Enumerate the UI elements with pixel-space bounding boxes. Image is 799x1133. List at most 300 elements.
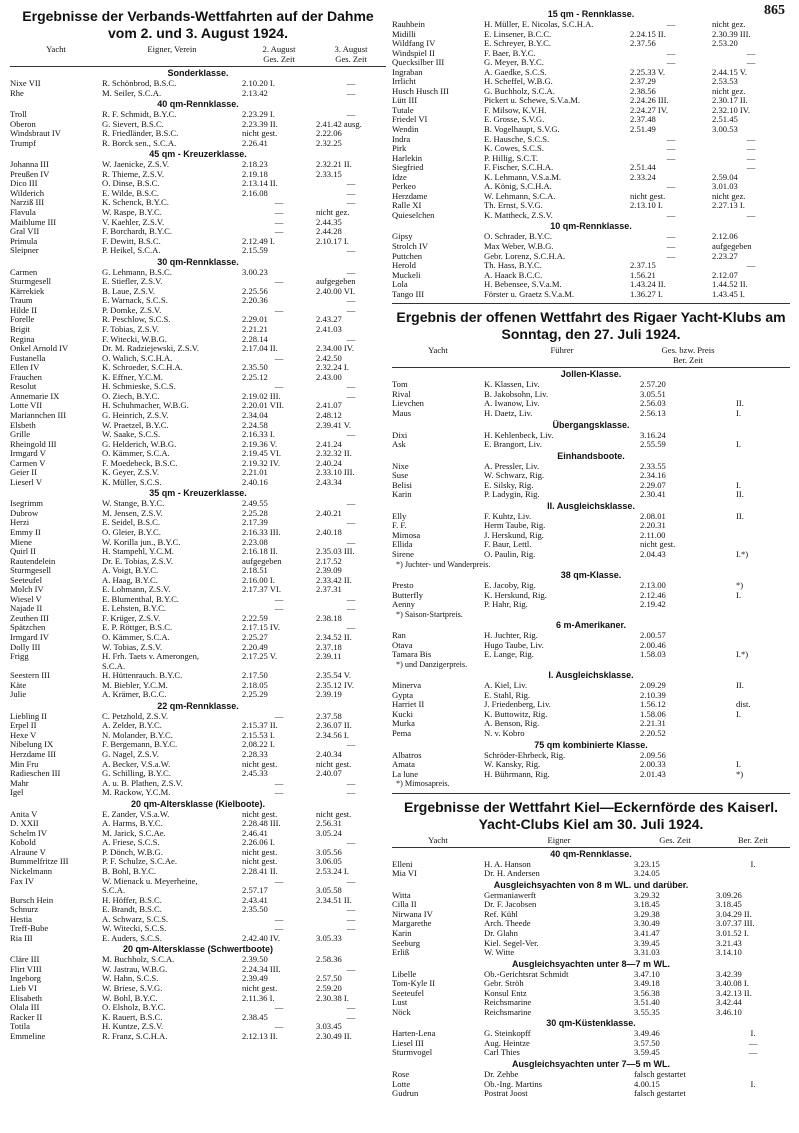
table-cell: Butterfly — [392, 590, 424, 600]
table-row — [392, 751, 790, 761]
table-cell: Postrat Joost — [484, 1089, 528, 1099]
table-cell: 2.49.55 — [242, 499, 268, 509]
table-row — [10, 421, 386, 431]
table-cell: F. Milsow, K.V.H. — [484, 105, 547, 115]
table-row — [392, 58, 790, 68]
table-cell: 2.53.24 I. — [316, 867, 349, 877]
table-row — [10, 671, 386, 681]
table-cell: Windspiel II — [392, 48, 435, 58]
table-cell: 2.16.00 I. — [242, 575, 275, 585]
column-header: Ges. bzw. Preis Ber. Zeit — [661, 345, 715, 366]
table-row — [10, 315, 386, 325]
table-cell: Frauchen — [10, 372, 42, 382]
table-row — [392, 490, 790, 500]
table-cell: — — [746, 58, 756, 68]
table-cell: P. Hillig, S.C.T. — [484, 153, 539, 163]
table-row — [392, 163, 790, 173]
dahme-results-continued — [392, 9, 790, 299]
table-cell: Irmgard V — [10, 449, 46, 459]
table-cell: 2.40.07 — [316, 769, 342, 779]
table-cell: 2.42.40 IV. — [242, 933, 281, 943]
table-row — [10, 662, 386, 672]
table-cell: G. Sievert, B.S.C. — [102, 119, 164, 129]
table-cell: 2.40.18 — [316, 527, 342, 537]
table-cell — [736, 631, 790, 641]
table-cell: H. Juchter, Rig. — [484, 631, 538, 641]
table-cell: Emmeline — [10, 1031, 46, 1041]
table-cell: Dr. H. Andersen — [484, 869, 540, 879]
table-cell: 2.12.49 I. — [242, 236, 275, 246]
table-cell — [736, 390, 790, 400]
footnote: *) Juchter- und Wanderpreis. — [396, 559, 491, 569]
table-row — [392, 201, 790, 211]
table-cell: W. Stange, B.Y.C. — [102, 499, 165, 509]
table-cell: 2.39.50 — [242, 955, 268, 965]
table-row — [10, 810, 386, 820]
table-cell: W. Witte — [484, 948, 515, 958]
table-cell: 2.19.45 VI. — [242, 449, 281, 459]
table-cell: F. Dewitt, B.S.C. — [102, 236, 161, 246]
table-cell: — — [274, 594, 284, 604]
table-cell: B. Bohl, B.Y.C. — [102, 867, 157, 877]
table-cell: 2.29.07 — [640, 480, 666, 490]
table-cell: G. Meyer, B.Y.C. — [484, 58, 544, 68]
table-cell: 2.32.10 IV. — [712, 105, 751, 115]
table-cell: E. Jacoby, Rig. — [484, 581, 536, 591]
table-cell: I. — [736, 760, 742, 770]
column-header: 2. August Ges. Zeit — [262, 44, 296, 64]
class-heading: Sonderklasse. — [167, 68, 229, 78]
table-cell: — — [746, 144, 756, 154]
table-cell: aufgegeben — [316, 277, 356, 287]
table-cell: O. Elsholz, B.Y.C. — [102, 1003, 166, 1013]
table-cell: W. Kansky, Rig. — [484, 760, 541, 770]
table-row — [392, 1089, 790, 1099]
table-row — [10, 633, 386, 643]
table-cell: Grille — [10, 430, 31, 440]
table-cell: Hilde II — [10, 305, 37, 315]
table-cell: 2.39.41 V. — [316, 420, 352, 430]
table-cell: 2.19.18 — [242, 169, 268, 179]
table-cell: 2.09.29 — [640, 681, 666, 691]
table-cell: — — [666, 210, 676, 220]
table-cell: — — [666, 251, 676, 261]
table-cell: Libelle — [392, 969, 417, 979]
table-cell: Elsbeth — [10, 420, 36, 430]
table-cell: K. Klassen, Liv. — [484, 380, 540, 390]
table-cell: — — [346, 876, 356, 886]
table-cell: Kobold — [10, 838, 36, 848]
table-cell: 3.00.53 — [712, 125, 738, 135]
table-cell: Indra — [392, 134, 411, 144]
table-cell: Resolut — [10, 382, 37, 392]
table-cell: 2.13.00 — [640, 581, 666, 591]
table-cell: — — [346, 391, 356, 401]
table-cell: Rhe — [10, 88, 24, 98]
table-cell: Albatros — [392, 750, 422, 760]
table-cell: Lust — [392, 998, 408, 1008]
table-row — [10, 179, 386, 189]
table-cell: — — [346, 499, 356, 509]
table-cell: Trumpf — [10, 138, 36, 148]
table-cell: O. Schrader, B.Y.C. — [484, 232, 553, 242]
column-header: Eigner, Verein — [147, 44, 197, 54]
table-cell: Konsul Entz — [484, 988, 527, 998]
table-cell: M. Biebler, Y.C.M. — [102, 680, 168, 690]
table-cell: Gudrun — [392, 1089, 419, 1099]
table-cell: 3.03.45 — [316, 1022, 342, 1032]
table-cell: — — [666, 182, 676, 192]
table-cell: Dr. Zehbe — [484, 1070, 519, 1080]
table-cell: Belisi — [392, 480, 413, 490]
table-cell: Ran — [392, 631, 406, 641]
table-row — [10, 623, 386, 633]
table-row — [10, 120, 386, 130]
table-row — [392, 919, 790, 929]
table-cell: — — [274, 227, 284, 237]
table-cell: Liebling II — [10, 711, 47, 721]
table-cell: Herzdame — [392, 191, 428, 201]
table-cell: — — [346, 79, 356, 88]
table-cell: Troll — [10, 110, 27, 120]
table-cell: Molch IV — [10, 585, 44, 595]
table-cell: Dico III — [10, 179, 38, 189]
table-cell — [736, 729, 790, 739]
table-row — [392, 860, 790, 870]
table-cell: Elisabeth — [10, 993, 42, 1003]
table-cell: 2.34.04 — [242, 410, 268, 420]
table-cell: O. Dinse, B.S.C. — [102, 179, 160, 189]
table-row — [392, 1070, 790, 1080]
table-cell: Frigg — [10, 652, 29, 662]
table-cell: 2.32.24 I. — [316, 363, 349, 373]
table-cell: A. Haag, B.Y.C. — [102, 575, 158, 585]
table-cell: W. Schwarz, Rig. — [484, 471, 545, 481]
table-cell: 2.44.28 — [316, 227, 342, 237]
table-cell: E. Silsky, Rig. — [484, 480, 534, 490]
table-cell: Gral VII — [10, 227, 40, 237]
table-cell: 2.39.19 — [316, 690, 342, 700]
table-cell: nicht gest. — [316, 759, 352, 769]
table-row — [392, 700, 790, 710]
table-cell: 2.28.14 — [242, 334, 268, 344]
table-cell: F. Baer, B.Y.C. — [484, 48, 536, 58]
table-cell: 2.46.41 — [242, 828, 268, 838]
table-cell: — — [346, 246, 356, 256]
table-cell: 2.37.15 — [630, 261, 656, 271]
table-cell: W. Saake, S.C.S. — [102, 430, 161, 440]
table-row — [10, 392, 386, 402]
class-heading: 40 qm-Rennklasse. — [550, 848, 632, 859]
table-cell: Ingeborg — [10, 974, 41, 984]
table-cell: P. F. Schulze, S.C.Ae. — [102, 857, 177, 867]
table-cell: nicht gez. — [316, 208, 350, 218]
table-cell: 2.37.58 — [316, 711, 342, 721]
table-cell: 3.29.32 — [634, 890, 660, 900]
table-cell: Gebr. Lorenz, S.C.H.A. — [484, 251, 566, 261]
table-cell: Fustanella — [10, 353, 46, 363]
table-cell: P. Hahr, Rig. — [484, 600, 528, 610]
dahme-title: Ergebnisse der Verbands-Wettfahrten auf der Dahme vom 2. und 3. August 1924. — [22, 8, 374, 41]
table-cell: 2.35.54 V. — [316, 671, 352, 681]
table-cell: — — [274, 604, 284, 614]
table-cell: 2.13.14 II. — [242, 179, 278, 189]
table-row — [392, 770, 790, 780]
table-cell: Racker II — [10, 1012, 43, 1022]
table-row — [392, 106, 790, 116]
table-row — [10, 478, 386, 488]
table-row — [392, 1008, 790, 1018]
table-cell: A. Iwanow, Liv. — [484, 399, 540, 409]
table-cell: 3.29.38 — [634, 909, 660, 919]
table-cell — [736, 691, 790, 701]
table-cell: P. Ladygin, Rig. — [484, 490, 540, 500]
table-cell: Seeburg — [392, 938, 421, 948]
table-row — [10, 557, 386, 567]
table-cell: Sturmgesell — [10, 566, 52, 576]
table-cell: Ralle XI — [392, 201, 422, 211]
table-cell — [316, 662, 386, 672]
table-cell: 3.23.15 — [634, 859, 660, 869]
table-cell — [736, 600, 790, 610]
table-cell: Ellen IV — [10, 363, 40, 373]
table-cell: I. — [750, 859, 756, 869]
class-heading: 30 qm-Küstenklasse. — [546, 1018, 636, 1029]
table-cell: Maiblume III — [10, 217, 57, 227]
table-cell: Irrlicht — [392, 77, 416, 87]
column-header — [736, 345, 790, 365]
table-cell: Nirwana IV — [392, 909, 433, 919]
table-cell: — — [346, 905, 356, 915]
table-cell: 3.09.26 — [716, 890, 742, 900]
table-cell: Dr. F. Jacobsen — [484, 900, 537, 910]
table-row — [10, 382, 386, 392]
table-cell: S.C.A. — [102, 886, 126, 896]
table-cell: 2.13.42 — [242, 88, 268, 98]
table-cell: Erpel II — [10, 721, 37, 731]
table-cell: — — [274, 778, 284, 788]
table-cell: E. Stiefler, Z.S.V. — [102, 277, 163, 287]
table-cell: 2.20.36 — [242, 296, 268, 306]
table-cell: 2.38.45 — [242, 1012, 268, 1022]
table-row — [392, 481, 790, 491]
table-row — [10, 129, 386, 139]
table-cell: 2.30.17 II. — [712, 96, 748, 106]
table-row — [392, 531, 790, 541]
table-cell: 2.15.59 — [242, 246, 268, 256]
table-cell: 2.45.33 — [242, 769, 268, 779]
table-cell: Ref. Kühl — [484, 909, 518, 919]
table-row — [392, 462, 790, 472]
table-cell: 2.12.46 — [640, 590, 666, 600]
table-cell: 2.55.59 — [640, 440, 666, 450]
table-cell: H. Hüttenrauch. B.Y.C. — [102, 671, 183, 681]
table-cell: 2.01.43 — [640, 769, 666, 779]
table-cell: 2.00.46 — [640, 640, 666, 650]
table-cell: — — [274, 353, 284, 363]
table-cell: Carl Thies — [484, 1048, 520, 1058]
table-cell: 3.46.10 — [716, 1007, 742, 1017]
table-row — [392, 939, 790, 949]
table-cell: 2.30.39 III. — [712, 29, 751, 39]
table-row — [10, 595, 386, 605]
table-cell: H. Kuntze, Z.S.V. — [102, 1022, 164, 1032]
table-row — [392, 729, 790, 739]
table-cell: 3.16.24 — [640, 430, 666, 440]
table-row — [10, 499, 386, 509]
table-row — [10, 306, 386, 316]
table-row — [392, 39, 790, 49]
table-cell: Sirene — [392, 549, 414, 559]
table-cell: falsch gestartet — [634, 1089, 686, 1099]
table-cell: G. Heinrich, Z.S.V. — [102, 410, 169, 420]
table-cell: E. Linsener, B.C.C. — [484, 29, 552, 39]
table-row — [392, 144, 790, 154]
table-cell: — — [346, 623, 356, 633]
table-cell: — — [274, 1003, 284, 1013]
class-heading: Übergangsklasse. — [552, 419, 630, 430]
table-cell: 2.40.21 — [316, 508, 342, 518]
table-cell — [242, 662, 316, 672]
table-cell: Pema — [392, 729, 412, 739]
table-cell: 2.24.26 III. — [630, 96, 669, 106]
table-cell: Nixe VII — [10, 79, 41, 88]
table-cell: F. Moedebeck, B.S.C. — [102, 458, 178, 468]
table-cell: 3.31.03 — [634, 948, 660, 958]
table-cell: — — [274, 217, 284, 227]
table-cell: 2.25.12 — [242, 372, 268, 382]
table-cell: — — [346, 778, 356, 788]
table-row — [10, 924, 386, 934]
table-cell: — — [274, 788, 284, 798]
table-cell: 3.07.37 III. — [716, 919, 755, 929]
table-cell: Lotte — [392, 1079, 411, 1089]
table-cell: Narziß III — [10, 198, 45, 208]
table-cell: Gebr. Ströh — [484, 979, 524, 989]
table-cell: nicht gest. — [242, 129, 278, 139]
table-row — [392, 719, 790, 729]
table-cell: 1.58.03 — [640, 650, 666, 660]
table-row — [392, 979, 790, 989]
kiel-results — [392, 834, 790, 1099]
table-row — [10, 518, 386, 528]
table-cell: 2.20.49 — [242, 642, 268, 652]
table-cell: — — [748, 1038, 758, 1048]
table-cell: 2.38.56 — [630, 86, 656, 96]
table-cell: 2.24.58 — [242, 420, 268, 430]
table-cell: 2.32.32 II. — [316, 449, 352, 459]
table-cell: Tom-Kyle II — [392, 979, 436, 989]
table-row — [10, 643, 386, 653]
table-row — [392, 891, 790, 901]
table-cell: 3.57.50 — [634, 1038, 660, 1048]
table-cell: 2.56.03 — [640, 399, 666, 409]
table-cell: 2.40.24 — [316, 458, 342, 468]
table-cell: — — [346, 518, 356, 528]
table-cell: — — [346, 740, 356, 750]
table-cell: 2.43.34 — [316, 477, 342, 487]
table-cell: 2.56.31 — [316, 819, 342, 829]
table-cell: 2.33.55 — [640, 461, 666, 471]
table-cell: Ob.-Gerichtsrat Schmidt — [484, 969, 569, 979]
table-row — [10, 974, 386, 984]
table-cell: — — [666, 48, 676, 58]
column-header: Yacht — [46, 44, 66, 54]
table-cell: Ria III — [10, 933, 33, 943]
table-row — [10, 538, 386, 548]
table-cell: 2.11.36 I. — [242, 993, 275, 1003]
table-row — [10, 344, 386, 354]
class-heading: 35 qm - Kreuzerklasse. — [149, 488, 247, 499]
table-row — [10, 857, 386, 867]
table-cell: 2.35.50 — [242, 905, 268, 915]
table-row — [10, 198, 386, 208]
table-row — [10, 335, 386, 345]
table-cell: 2.00.57 — [640, 631, 666, 641]
table-cell: 2.33.42 II. — [316, 575, 352, 585]
table-cell: 2.29.01 — [242, 315, 268, 325]
table-cell: — — [274, 305, 284, 315]
table-cell: nicht gest. — [630, 191, 666, 201]
table-cell: 2.24.34 III. — [242, 964, 281, 974]
table-row — [10, 237, 386, 247]
table-cell: K. Mattheck, Z.S.V. — [484, 210, 553, 220]
table-cell: Isegrimm — [10, 499, 43, 509]
table-cell: Spätzchen — [10, 623, 46, 633]
table-row — [392, 280, 790, 290]
table-cell: H. Schmieske, S.C.S. — [102, 382, 176, 392]
table-cell: Tango III — [392, 289, 425, 299]
table-cell: 3.05.58 — [316, 886, 342, 896]
table-row — [392, 869, 790, 879]
table-cell — [716, 1089, 790, 1099]
table-cell: I. — [736, 709, 742, 719]
table-cell: 2.44.15 V. — [712, 67, 748, 77]
table-row — [10, 721, 386, 731]
table-row — [392, 521, 790, 531]
table-cell: Hestia — [10, 914, 32, 924]
table-cell: 2.34.56 I. — [316, 730, 349, 740]
table-cell: A. Gaedke, S.C.S. — [484, 67, 547, 77]
table-row — [392, 910, 790, 920]
table-row — [392, 550, 790, 560]
table-row — [10, 788, 386, 798]
table-row — [392, 948, 790, 958]
table-row — [392, 77, 790, 87]
class-heading: 45 qm - Kreuzerklasse. — [149, 149, 247, 160]
table-row — [10, 604, 386, 614]
table-cell: 2.16.08 — [242, 188, 268, 198]
table-cell: 2.34.51 II. — [316, 895, 352, 905]
table-cell: Annemarie IX — [10, 391, 60, 401]
table-cell: W. Mienack u. Meyerheine, — [102, 876, 198, 886]
table-cell: Cläre III — [10, 955, 40, 965]
table-row — [392, 409, 790, 419]
table-cell: 3.05.51 — [640, 389, 666, 399]
table-cell: Lievchen — [392, 399, 424, 409]
table-row — [10, 829, 386, 839]
table-cell — [736, 719, 790, 729]
table-cell: — — [274, 914, 284, 924]
table-cell: 2.51.44 — [630, 163, 656, 173]
table-cell: Dixi — [392, 430, 408, 440]
table-cell: I. — [750, 1029, 756, 1039]
table-row — [392, 1080, 790, 1090]
table-cell: Zeuthen III — [10, 613, 49, 623]
table-cell: E. Auders, S.C.S. — [102, 933, 162, 943]
table-cell: Nibelung IX — [10, 740, 54, 750]
table-cell: Th. Ernst, S.V.G. — [484, 201, 543, 211]
